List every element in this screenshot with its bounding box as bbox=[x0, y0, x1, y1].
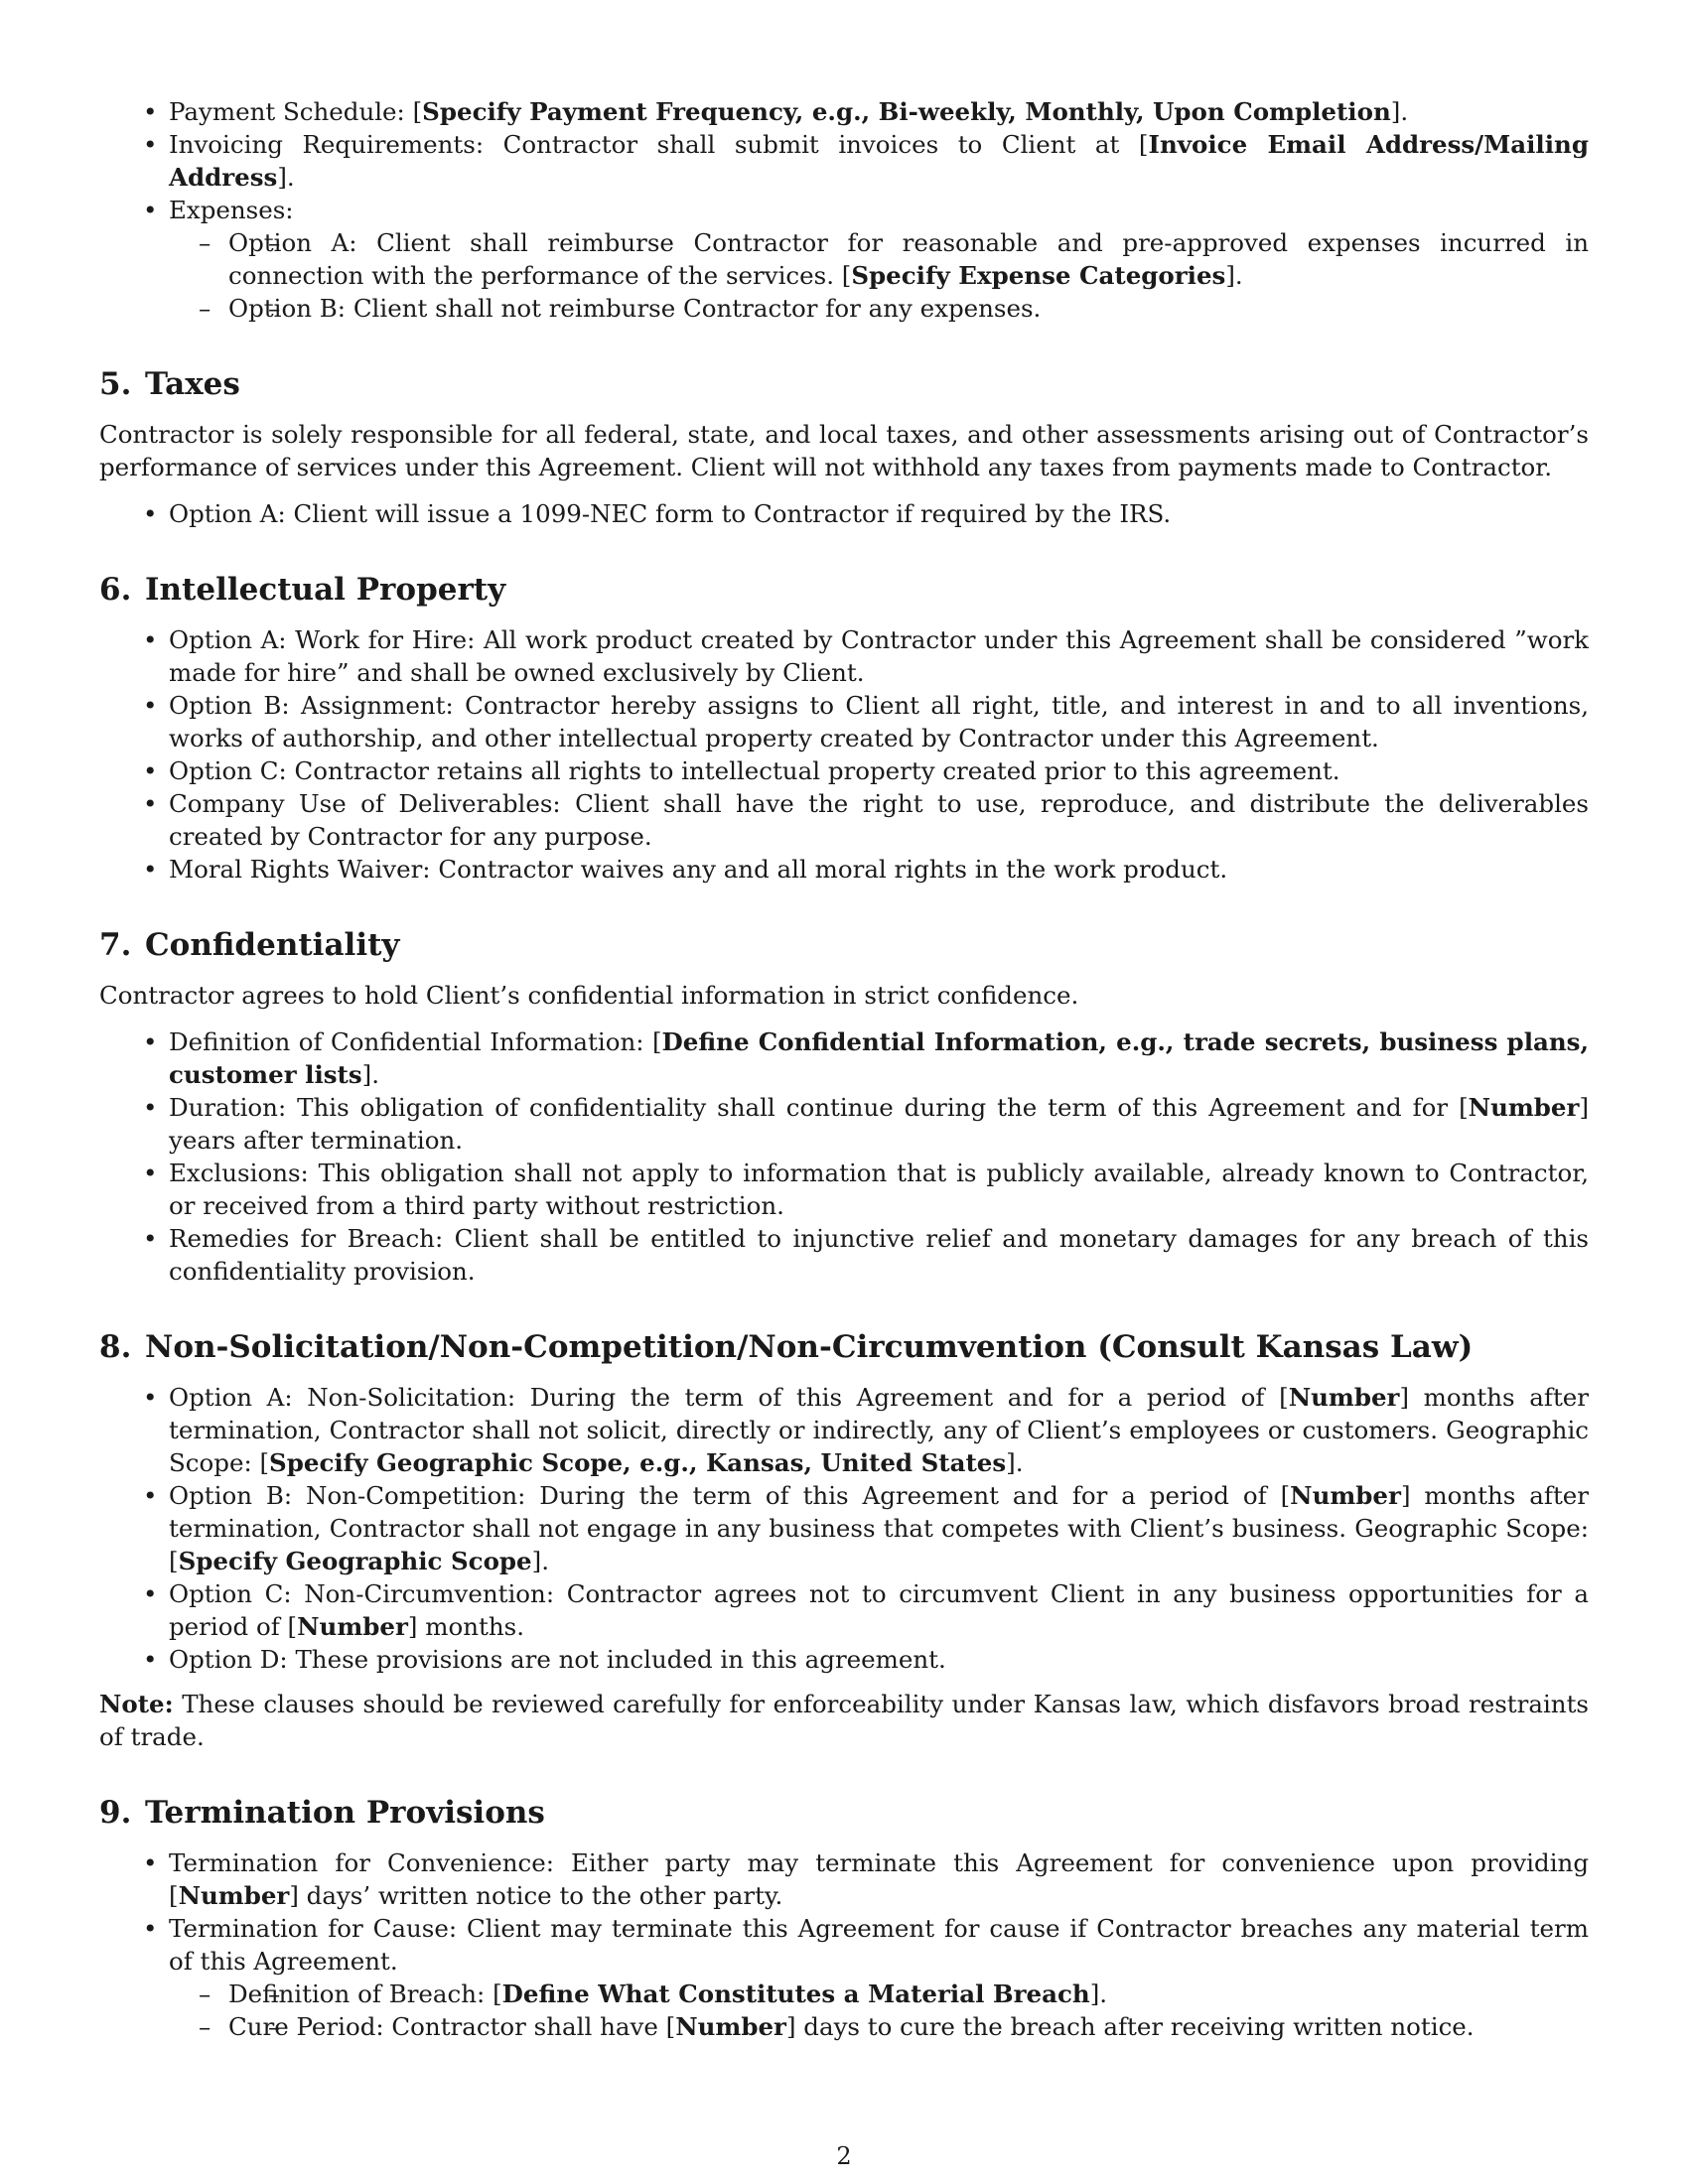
non-solicitation-list bbox=[99, 1381, 1589, 1676]
list-item bbox=[99, 1091, 1589, 1157]
taxes-list bbox=[99, 497, 1589, 530]
note-text: These clauses should be reviewed carefully for enforceability under Kansas law, which disfavors broad restraints of trade. bbox=[99, 1690, 1589, 1751]
list-item bbox=[99, 1577, 1589, 1643]
list-item: • Company Use of Deliverables: Client shall have the right to use, reproduce, and distribute the deliverables created by Contractor for any purpose. bbox=[99, 787, 1589, 853]
list-item bbox=[99, 194, 1589, 325]
text: Option C: Non-Circumvention: Contractor agrees not to circumvent Client in any business opportunities for a period of [ bbox=[169, 1579, 1589, 1641]
list-item bbox=[99, 1381, 1589, 1479]
text: ] months after termination, Contractor shall not engage in any business that competes with Client’s business. Geographic Scope: [ bbox=[169, 1481, 1590, 1575]
list-item bbox=[99, 1025, 1589, 1091]
text: ]. bbox=[531, 1547, 549, 1575]
placeholder-text: Specify Payment Frequency, e.g., Bi-weekly, Monthly, Upon Completion bbox=[422, 97, 1391, 126]
list-item: • Option B: Assignment: Contractor hereby assigns to Client all right, title, and interest in and to all inventions, works of authorship, and other intellectual property created by Contractor under this Agreement. bbox=[99, 689, 1589, 754]
text: ] months. bbox=[407, 1612, 524, 1641]
placeholder-text: Number bbox=[1468, 1093, 1580, 1122]
text: ]. bbox=[1390, 97, 1409, 126]
text: ]. bbox=[277, 163, 295, 192]
text: ] years after termination. bbox=[169, 1093, 1589, 1155]
confidentiality-list bbox=[99, 1025, 1589, 1288]
text: Termination for Cause: Client may terminate this Agreement for cause if Contractor breaches any material term of this Agreement. bbox=[169, 1914, 1589, 1976]
placeholder-text: Specify Geographic Scope, e.g., Kansas, United States bbox=[269, 1448, 1007, 1477]
section-title: Intellectual Property bbox=[145, 572, 506, 608]
document-page bbox=[99, 95, 1589, 2043]
text: Termination for Convenience: Either party may terminate this Agreement for convenience upon providing [ bbox=[169, 1848, 1589, 1910]
text: Payment Schedule: [ bbox=[169, 97, 423, 126]
list-item: • Option A: Work for Hire: All work product created by Contractor under this Agreement shall be considered ”work made for hire” and shall be owned exclusively by Client. bbox=[99, 623, 1589, 689]
text: ]. bbox=[1089, 1979, 1108, 2008]
list-item bbox=[99, 128, 1589, 194]
list-item bbox=[99, 1912, 1589, 2043]
section-title: Confidentiality bbox=[145, 927, 400, 963]
list-item: • Option C: Contractor retains all rights to intellectual property created prior to this agreement. bbox=[99, 754, 1589, 787]
list-item bbox=[99, 1846, 1589, 1912]
list-item bbox=[99, 95, 1589, 128]
text: ] days’ written notice to the other party. bbox=[289, 1881, 783, 1910]
text: Invoicing Requirements: Contractor shall submit invoices to Client at [ bbox=[169, 130, 1149, 159]
placeholder-text: Define What Constitutes a Material Breach bbox=[501, 1979, 1090, 2008]
dash-marker: – – bbox=[199, 294, 211, 323]
sub-list-item bbox=[169, 1978, 1589, 2010]
placeholder-text: Define Confidential Information, e.g., trade secrets, business plans, customer lists bbox=[169, 1027, 1590, 1089]
text: Option B: Non-Competition: During the term of this Agreement and for a period of [ bbox=[169, 1481, 1291, 1510]
payment-list bbox=[99, 95, 1589, 325]
section-number: 9. bbox=[99, 1795, 132, 1831]
placeholder-text: Specify Geographic Scope bbox=[178, 1547, 532, 1575]
section-heading-non-solicitation bbox=[99, 1327, 1589, 1367]
text: Option B: Client shall not reimburse Contractor for any expenses. bbox=[228, 294, 1042, 323]
text: Option A: Non-Solicitation: During the term of this Agreement and for a period of [ bbox=[169, 1383, 1289, 1412]
sub-list-item bbox=[169, 226, 1589, 292]
note-label: Note: bbox=[99, 1690, 174, 1718]
text: Expenses: bbox=[169, 196, 294, 224]
sub-list-item bbox=[169, 292, 1589, 325]
list-item: • Moral Rights Waiver: Contractor waives any and all moral rights in the work product. bbox=[99, 853, 1589, 886]
section-heading-confidentiality bbox=[99, 925, 1589, 965]
placeholder-text: Number bbox=[297, 1612, 408, 1641]
dash-marker: – – bbox=[199, 228, 211, 257]
text: Cure Period: Contractor shall have [ bbox=[228, 2012, 676, 2041]
list-item bbox=[99, 1479, 1589, 1577]
placeholder-text: Number bbox=[1288, 1383, 1400, 1412]
section-title: Taxes bbox=[145, 366, 240, 402]
text: ]. bbox=[1225, 261, 1243, 290]
text: ]. bbox=[1006, 1448, 1024, 1477]
placeholder-text: Number bbox=[1290, 1481, 1401, 1510]
section-heading-ip bbox=[99, 570, 1589, 610]
section-number: 8. bbox=[99, 1329, 132, 1365]
sub-list-item bbox=[169, 2010, 1589, 2043]
text: ]. bbox=[361, 1060, 380, 1089]
text: Definition of Confidential Information: [ bbox=[169, 1027, 662, 1056]
text: Definition of Breach: [ bbox=[228, 1979, 502, 2008]
section-number: 7. bbox=[99, 927, 132, 963]
paragraph: Contractor is solely responsible for all federal, state, and local taxes, and other assessments arising out of Contractor’s performance of services under this Agreement. Client will not withhold any taxes from payments made to Contractor. bbox=[99, 420, 1589, 481]
placeholder-text: Invoice Email Address/Mailing Address bbox=[169, 130, 1589, 192]
text: Duration: This obligation of confidentiality shall continue during the term of this Agreement and for [ bbox=[169, 1093, 1469, 1122]
text: ] months after termination, Contractor shall not solicit, directly or indirectly, any of Client’s employees or customers. Geographic Scope: [ bbox=[169, 1383, 1589, 1477]
placeholder-text: Specify Expense Categories bbox=[851, 261, 1226, 290]
paragraph: Contractor agrees to hold Client’s confidential information in strict confidence. bbox=[99, 981, 1079, 1010]
list-item: • Option A: Client will issue a 1099-NEC form to Contractor if required by the IRS. bbox=[99, 497, 1589, 530]
section-heading-termination bbox=[99, 1793, 1589, 1833]
sub-list bbox=[169, 226, 1589, 325]
placeholder-text: Number bbox=[178, 1881, 290, 1910]
section-title: Termination Provisions bbox=[145, 1795, 545, 1831]
termination-list bbox=[99, 1846, 1589, 2043]
section-title: Non-Solicitation/Non-Competition/Non-Circumvention (Consult Kansas Law) bbox=[145, 1329, 1474, 1365]
dash-marker: – – bbox=[199, 2012, 211, 2041]
placeholder-text: Number bbox=[675, 2012, 786, 2041]
list-item: • Exclusions: This obligation shall not apply to information that is publicly available, already known to Contractor, or received from a third party without restriction. bbox=[99, 1157, 1589, 1222]
text: Option A: Client shall reimburse Contractor for reasonable and pre-approved expenses incurred in connection with the performance of the services. [ bbox=[228, 228, 1589, 290]
section-heading-taxes bbox=[99, 364, 1589, 404]
list-item: • Option D: These provisions are not included in this agreement. bbox=[99, 1643, 1589, 1676]
section-number: 5. bbox=[99, 366, 132, 402]
dash-marker: – – bbox=[199, 1979, 211, 2008]
ip-list bbox=[99, 623, 1589, 886]
list-item: • Remedies for Breach: Client shall be entitled to injunctive relief and monetary damages for any breach of this confidentiality provision. bbox=[99, 1222, 1589, 1288]
sub-list bbox=[169, 1978, 1589, 2043]
note-paragraph bbox=[99, 1688, 1589, 1753]
section-number: 6. bbox=[99, 572, 132, 608]
page-number: 2 bbox=[836, 2142, 852, 2170]
text: ] days to cure the breach after receiving written notice. bbox=[785, 2012, 1475, 2041]
